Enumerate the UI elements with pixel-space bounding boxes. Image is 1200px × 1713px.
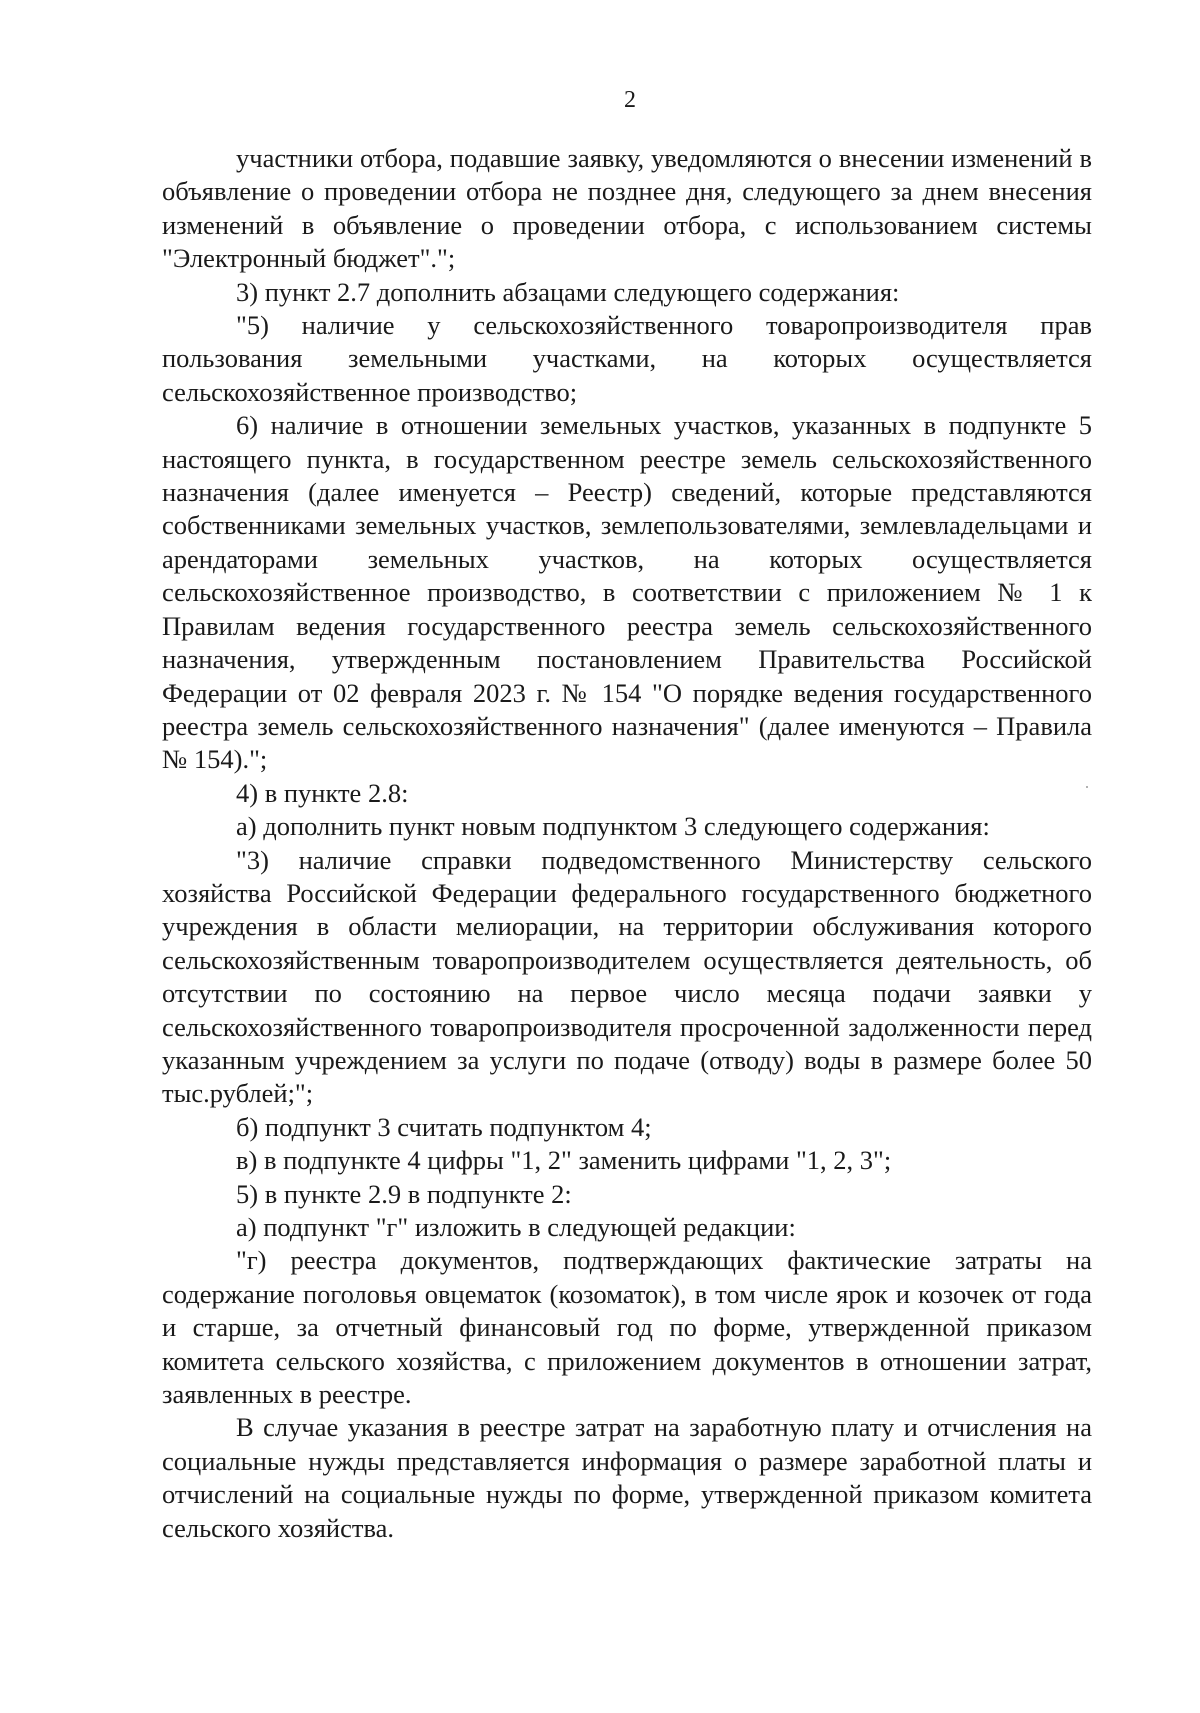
paragraph-item-4: 4) в пункте 2.8: [236,777,409,808]
document-body [162,142,1092,1545]
paragraph-item-5: 5) в пункте 2.9 в подпункте 2: [236,1178,572,1209]
scan-speck [1086,786,1088,788]
paragraph-item-4v: в) в подпункте 4 цифры "1, 2" заменить цифрами "1, 2, 3"; [236,1145,892,1176]
paragraph-salary-case: В случае указания в реестре затрат на заработную плату и отчисления на социальные нужды представляется информация о размере заработной платы и отчислений на социальные нужды по форме, утвержденной приказом комитета сельского хозяйства. [162,1412,1092,1543]
paragraph-item-4b: б) подпункт 3 считать подпунктом 4; [236,1111,652,1142]
paragraph-subitem-3: "3) наличие справки подведомственного Министерству сельского хозяйства Российской Федерации федерального государственного бюджетного учреждения в области мелиорации, на территории обслуживания которого сельскохозяйственным товаропроизводителем осуществляется деятельность, об отсутствии по состоянию на первое число месяца подачи заявки у сельскохозяйственного товаропроизводителя просроченной задолженности перед указанным учреждением за услуги по подаче (отводу) воды в размере более 50 тыс.рублей;"; [162,844,1092,1109]
paragraph-continuation: участники отбора, подавшие заявку, уведомляются о внесении изменений в объявление о проведении отбора не позднее дня, следующего за днем внесения изменений в объявление о проведении отбора, с использованием системы "Электронный бюджет"."; [162,143,1092,274]
page-number: 2 [624,87,636,113]
paragraph-item-3: 3) пункт 2.7 дополнить абзацами следующего содержания: [236,276,900,307]
paragraph-item-5a: а) подпункт "г" изложить в следующей редакции: [236,1212,796,1242]
paragraph-subitem-6: 6) наличие в отношении земельных участков, указанных в подпункте 5 настоящего пункта, в государственном реестре земель сельскохозяйственного назначения (далее именуется – Реестр) сведений, которые представляются собственниками земельных участков, землепользователями, землевладельцами и арендаторами земельных участков, на которых осуществляется сельскохозяйственное производство, в соответствии с приложением № 1 к Правилам ведения государственного реестра земель сельскохозяйственного назначения, утвержденным постановлением Правительства Российской Федерации от 02 февраля 2023 г. № 154 "О порядке ведения государственного реестра земель сельскохозяйственного назначения" (далее именуются – Правила № 154)."; [162,410,1092,775]
paragraph-subitem-5: "5) наличие у сельскохозяйственного товаропроизводителя прав пользования земельными участками, на которых осуществляется сельскохозяйственное производство; [162,310,1092,407]
paragraph-subitem-g: "г) реестра документов, подтверждающих фактические затраты на содержание поголовья овцематок (козоматок), в том числе ярок и козочек от года и старше, за отчетный финансовый год по форме, утвержденной приказом комитета сельского хозяйства, с приложением документов в отношении затрат, заявленных в реестре. [162,1245,1092,1410]
paragraph-item-4a: а) дополнить пункт новым подпунктом 3 следующего содержания: [236,811,990,842]
